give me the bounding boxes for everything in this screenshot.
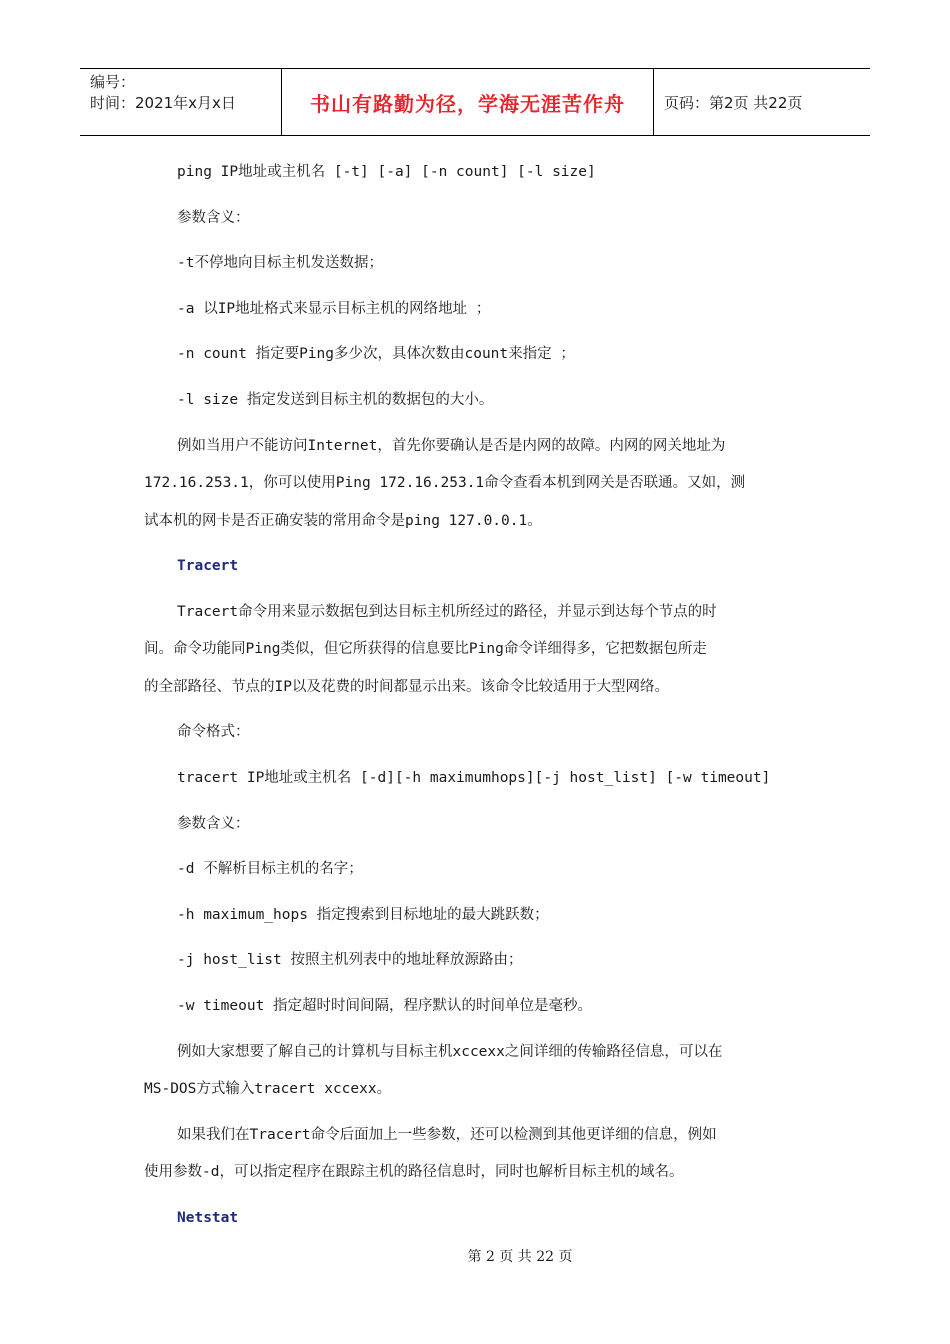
tracert-example-line-1: 例如大家想要了解自己的计算机与目标主机xccexx之间详细的传输路径信息，可以在 — [177, 1044, 723, 1060]
tracert-desc-line-1: Tracert命令用来显示数据包到达目标主机所经过的路径，并显示到达每个节点的时 — [177, 604, 717, 620]
page-footer: 第 2 页 共 22 页 — [467, 1249, 573, 1265]
tracert-params-heading: 参数含义： — [177, 816, 250, 832]
tracert-param-d: -d 不解析目标主机的名字； — [177, 861, 363, 877]
ping-example-line-1: 例如当用户不能访问Internet，首先你要确认是否是内网的故障。内网的网关地址为 — [177, 438, 726, 454]
ping-param-t: -t不停地向目标主机发送数据； — [177, 255, 383, 271]
header-page-info: 页码：第2页 共22页 — [664, 93, 803, 112]
tracert-extra-line-1: 如果我们在Tracert命令后面加上一些参数，还可以检测到其他更详细的信息，例如 — [177, 1127, 717, 1143]
tracert-desc-line-2: 间。命令功能同Ping类似，但它所获得的信息要比Ping命令详细得多，它把数据包所走 — [144, 641, 707, 657]
tracert-param-w: -w timeout 指定超时时间间隔，程序默认的时间单位是毫秒。 — [177, 998, 593, 1014]
section-heading-tracert: Tracert — [177, 558, 239, 574]
ping-syntax-line: ping IP地址或主机名 [-t] [-a] [-n count] [-l size] — [177, 164, 596, 180]
ping-example-line-2: 172.16.253.1，你可以使用Ping 172.16.253.1命令查看本机到网关是否联通。又如，测 — [144, 475, 746, 491]
tracert-syntax-line: tracert IP地址或主机名 [-d][-h maximumhops][-j host_list] [-w timeout] — [177, 770, 771, 786]
ping-param-a: -a 以IP地址格式来显示目标主机的网络地址 ； — [177, 301, 491, 317]
tracert-example-line-2: MS-DOS方式输入tracert xccexx。 — [144, 1081, 392, 1097]
header-motto: 书山有路勤为径，学海无涯苦作舟 — [281, 69, 654, 135]
ping-example-line-3: 试本机的网卡是否正确安装的常用命令是ping 127.0.0.1。 — [144, 513, 542, 529]
ping-param-n: -n count 指定要Ping多少次，具体次数由count来指定 ； — [177, 346, 575, 362]
document-time-label: 时间：2021年x月x日 — [90, 94, 236, 112]
tracert-param-h: -h maximum_hops 指定搜索到目标地址的最大跳跃数； — [177, 907, 549, 923]
tracert-desc-line-3: 的全部路径、节点的IP以及花费的时间都显示出来。该命令比较适用于大型网络。 — [144, 679, 669, 695]
tracert-extra-line-2: 使用参数-d，可以指定程序在跟踪主机的路径信息时，同时也解析目标主机的域名。 — [144, 1164, 684, 1180]
tracert-param-j: -j host_list 按照主机列表中的地址释放源路由； — [177, 952, 523, 968]
header-meta — [80, 69, 281, 135]
ping-params-heading: 参数含义： — [177, 210, 250, 226]
ping-param-l: -l size 指定发送到目标主机的数据包的大小。 — [177, 392, 494, 408]
tracert-format-heading: 命令格式： — [177, 724, 250, 740]
section-heading-netstat: Netstat — [177, 1210, 239, 1226]
document-number-label: 编号： — [90, 73, 136, 91]
page-header — [80, 68, 870, 136]
